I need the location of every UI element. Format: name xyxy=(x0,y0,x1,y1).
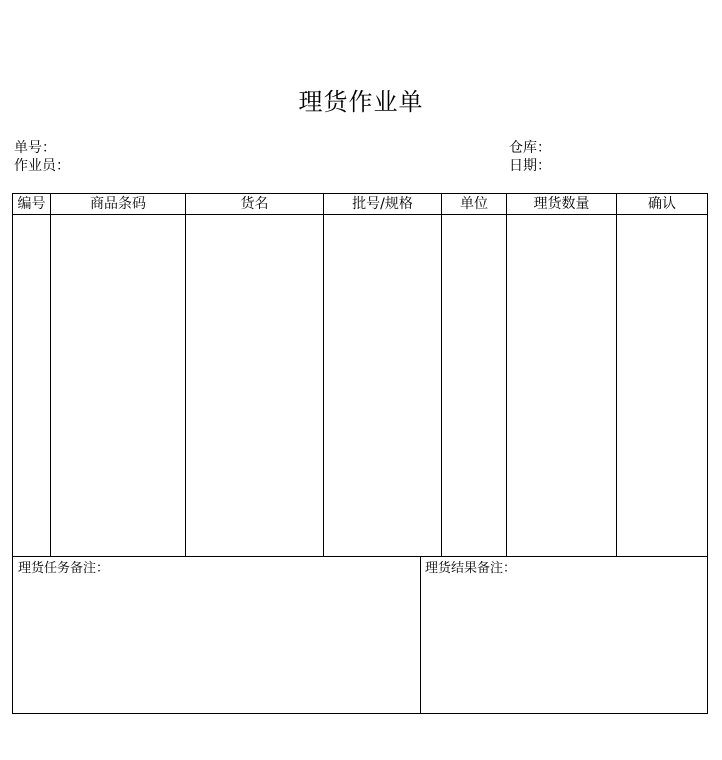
column-header-quantity: 理货数量 xyxy=(533,196,590,212)
task-notes-label: 理货任务备注： xyxy=(18,561,110,576)
notes-divider xyxy=(13,556,707,557)
result-notes-field[interactable] xyxy=(425,579,703,709)
column-divider xyxy=(185,194,186,557)
column-divider xyxy=(323,194,324,557)
warehouse-label: 仓库： xyxy=(509,140,551,156)
notes-column-divider xyxy=(420,556,421,714)
column-header-unit: 单位 xyxy=(460,196,488,212)
document-title: 理货作业单 xyxy=(298,88,424,116)
result-notes-label: 理货结果备注： xyxy=(425,561,517,576)
operator-label: 作业员： xyxy=(14,158,70,174)
task-notes-field[interactable] xyxy=(18,579,415,709)
table-header-row xyxy=(13,194,707,215)
order-no-label: 单号： xyxy=(14,140,56,156)
column-header-number: 编号 xyxy=(17,196,46,212)
picking-sheet-table xyxy=(12,193,708,714)
column-header-batch-spec: 批号/规格 xyxy=(352,196,413,212)
column-divider xyxy=(506,194,507,557)
column-divider xyxy=(441,194,442,557)
date-label: 日期： xyxy=(509,158,551,174)
column-header-goods-name: 货名 xyxy=(240,196,269,212)
column-header-barcode: 商品条码 xyxy=(90,196,146,212)
column-header-confirm: 确认 xyxy=(648,196,676,212)
column-divider xyxy=(616,194,617,557)
column-divider xyxy=(50,194,51,557)
